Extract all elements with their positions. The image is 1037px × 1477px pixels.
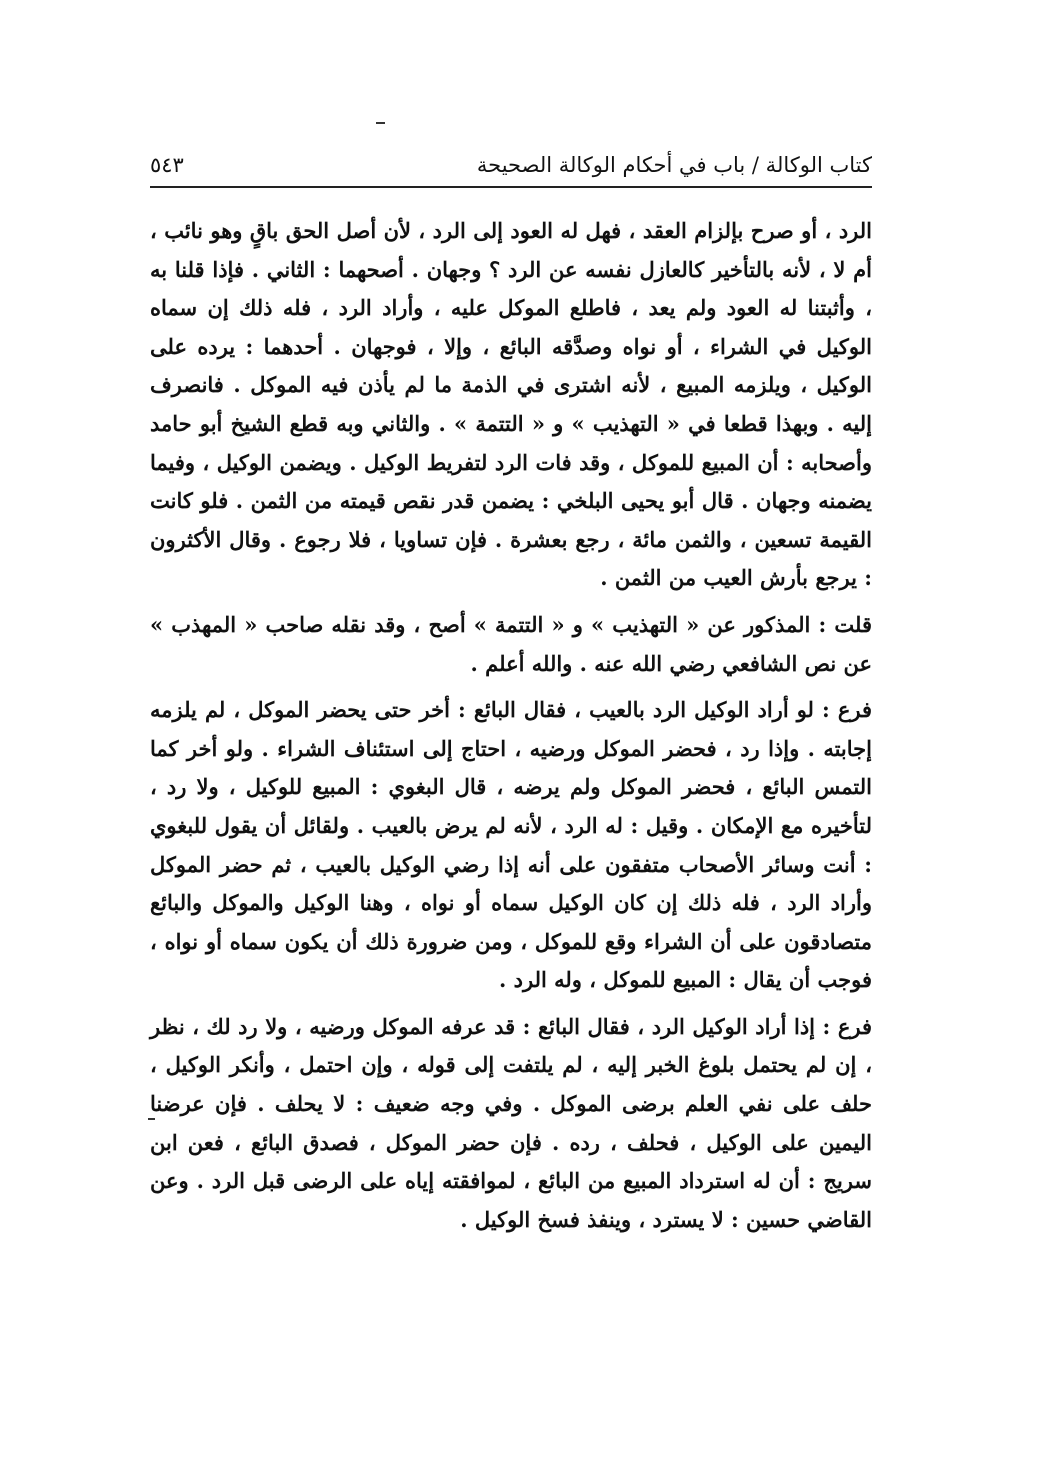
- paragraph-text: المذكور عن « التهذيب » و « التتمة » أصح ، وقد نقله صاحب « المهذب » عن نص الشافعي رضي الله عنه . والله أعلم .: [150, 611, 872, 676]
- page-number: ٥٤٣: [150, 153, 184, 177]
- paragraph: [150, 212, 872, 598]
- paragraph: [150, 691, 872, 1000]
- paragraph-text: لو أراد الوكيل الرد بالعيب ، فقال البائع : أخر حتى يحضر الموكل ، لم يلزمه إجابته . وإذا رد ، فحضر الموكل ورضيه ، احتاج إلى استئناف الشراء . ولو أخر كما التمس البائع ، فحضر الموكل ولم يرضه ، قال البغوي : المبيع للوكيل ، ولا رد ، لتأخيره مع الإمكان . وقيل : له الرد ، لأنه لم يرض بالعيب . ولقائل أن يقول للبغوي : أنت وسائر الأصحاب متفقون على أنه إذا رضي الوكيل بالعيب ، ثم حضر الموكل وأراد الرد ، فله ذلك إن كان الوكيل سماه أو نواه ، وهنا الوكيل والموكل والبائع متصادقون على أن الشراء وقع للموكل ، ومن ضرورة ذلك أن يكون سماه أو نواه ، فوجب أن يقال : المبيع للموكل ، وله الرد .: [150, 697, 872, 993]
- paragraph-text: الرد ، أو صرح بإلزام العقد ، فهل له العود إلى الرد ، لأن أصل الحق باقٍ وهو نائب ، أم لا ، لأنه بالتأخير كالعازل نفسه عن الرد ؟ وجهان . أصحهما : الثاني . فإذا قلنا به ، وأثبتنا له العود ولم يعد ، فاطلع الموكل عليه ، وأراد الرد ، فله ذلك إن سماه الوكيل في الشراء ، أو نواه وصدَّقه البائع ، وإلا ، فوجهان . أحدهما : يرده على الوكيل ، ويلزمه المبيع ، لأنه اشترى في الذمة ما لم يأذن فيه الموكل . فانصرف إليه . وبهذا قطعا في « التهذيب » و « التتمة » . والثاني وبه قطع الشيخ أبو حامد وأصحابه : أن المبيع للموكل ، وقد فات الرد لتفريط الوكيل . ويضمن الوكيل ، وفيما يضمنه وجهان . قال أبو يحيى البلخي : يضمن قدر نقص قيمته من الثمن . فلو كانت القيمة تسعين ، والثمن مائة ، رجع بعشرة . فإن تساويا ، فلا رجوع . وقال الأكثرون : يرجع بأرش العيب من الثمن .: [150, 218, 872, 591]
- body-text: [150, 212, 872, 1239]
- paragraph-lead: فرع :: [822, 697, 872, 723]
- paragraph-text: إذا أراد الوكيل الرد ، فقال البائع : قد عرفه الموكل ورضيه ، ولا رد لك ، نظر ، إن لم يحتمل بلوغ الخبر إليه ، لم يلتفت إلى قوله ، وإن احتمل ، وأنكر الوكيل ، حلف على نفي العلم برضى الموكل . وفي وجه ضعيف : لا يحلف . فإن عرضنا اليمين على الوكيل ، فحلف ، رده . فإن حضر الموكل ، فصدق البائع ، فعن ابن سريج : أن له استرداد المبيع من البائع ، لموافقته إياه على الرضى قبل الرد . وعن القاضي حسين : لا يسترد ، وينفذ فسخ الوكيل .: [150, 1013, 872, 1232]
- header-rule: [150, 186, 872, 188]
- print-speck: [376, 122, 385, 124]
- paragraph-lead: فرع :: [822, 1013, 872, 1039]
- running-header: [150, 148, 872, 182]
- chapter-title: كتاب الوكالة / باب في أحكام الوكالة الصحيحة: [476, 153, 872, 177]
- paragraph-lead: قلت :: [818, 611, 872, 637]
- paragraph: [150, 606, 872, 683]
- paragraph: [150, 1008, 872, 1240]
